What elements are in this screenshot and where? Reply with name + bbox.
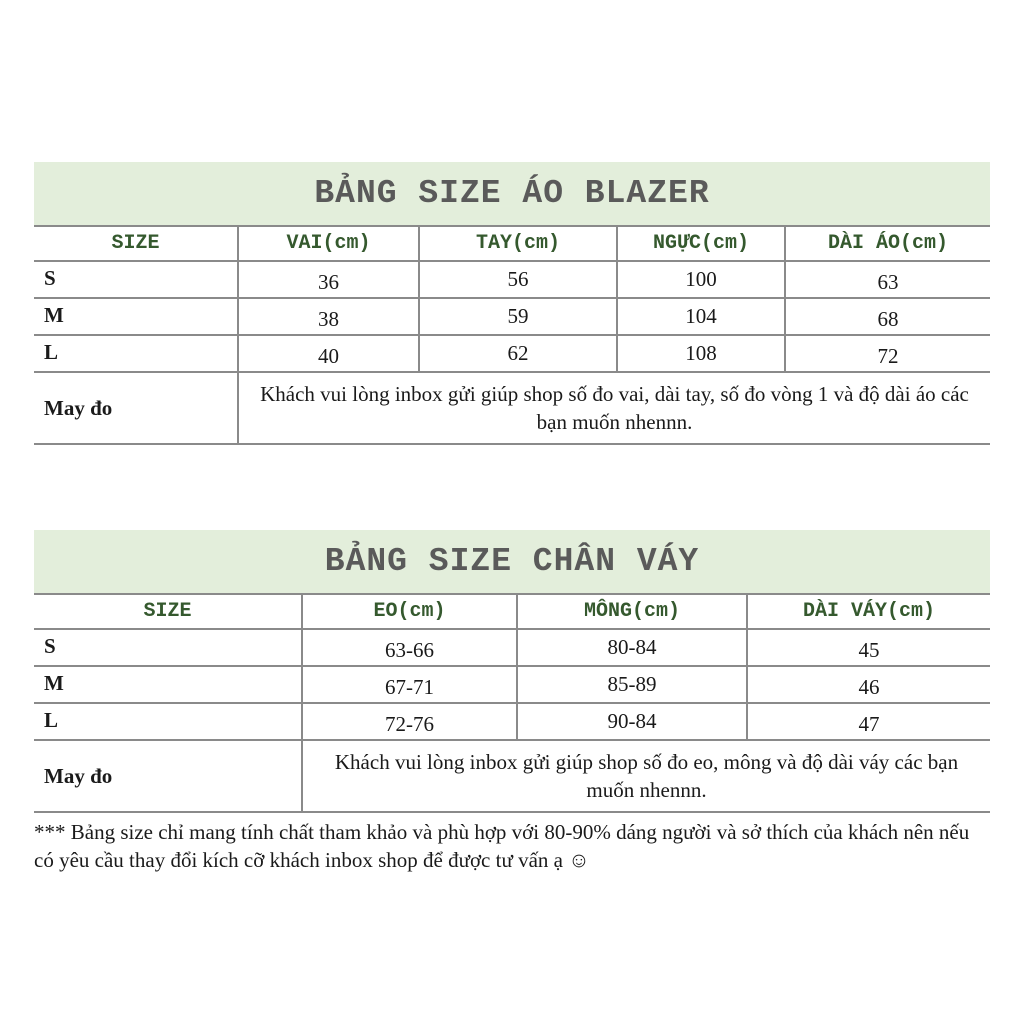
custom-tailoring-label: May đo [34, 741, 303, 811]
mong-value: 80-84 [518, 630, 748, 665]
dai-ao-value: 72 [877, 344, 899, 368]
column-header-size: SIZE [34, 227, 239, 260]
mong-value: 85-89 [518, 667, 748, 702]
dai-ao-value: 68 [877, 307, 899, 331]
vai-value: 36 [239, 262, 420, 297]
custom-tailoring-note: Khách vui lòng inbox gửi giúp shop số đo eo, mông và độ dài váy các bạn muốn nhennn. [334, 750, 959, 802]
size-label: S [34, 262, 239, 297]
column-header-eo: EO(cm) [303, 595, 518, 628]
size-label: M [34, 299, 239, 334]
mong-value: 90-84 [518, 704, 748, 739]
blazer-header-row [34, 227, 990, 262]
nguc-value: 108 [618, 336, 786, 371]
blazer-table-title-band [34, 162, 990, 227]
column-header-dai-vay: DÀI VÁY(cm) [802, 600, 936, 623]
dai-vay-value: 45 [858, 638, 880, 662]
size-label: M [34, 667, 303, 702]
blazer-table-title: BẢNG SIZE ÁO BLAZER [314, 175, 710, 212]
vai-value: 38 [239, 299, 420, 334]
tay-value: 59 [420, 299, 618, 334]
dai-ao-value: 63 [877, 270, 899, 294]
eo-value: 72-76 [303, 704, 518, 739]
tay-value: 62 [420, 336, 618, 371]
column-header-tay: TAY(cm) [420, 227, 618, 260]
size-label: L [34, 704, 303, 739]
table-row [34, 299, 990, 336]
blazer-size-table [34, 162, 990, 445]
eo-value: 63-66 [303, 630, 518, 665]
custom-tailoring-note: Khách vui lòng inbox gửi giúp shop số đo vai, dài tay, số đo vòng 1 và độ dài áo các bạn muốn nhennn. [260, 382, 969, 434]
vai-value: 40 [239, 336, 420, 371]
column-header-mong: MÔNG(cm) [518, 595, 748, 628]
skirt-header-row [34, 595, 990, 630]
column-header-size: SIZE [34, 595, 303, 628]
dai-vay-value: 47 [858, 712, 880, 736]
custom-tailoring-row [34, 741, 990, 813]
dai-vay-value: 46 [858, 675, 880, 699]
table-row [34, 704, 990, 741]
custom-tailoring-label: May đo [34, 373, 239, 443]
skirt-size-table [34, 530, 990, 813]
table-row [34, 667, 990, 704]
column-header-dai-ao: DÀI ÁO(cm) [827, 232, 949, 255]
size-label: S [34, 630, 303, 665]
eo-value: 67-71 [303, 667, 518, 702]
table-row [34, 262, 990, 299]
custom-tailoring-row [34, 373, 990, 445]
skirt-table-title: BẢNG SIZE CHÂN VÁY [324, 543, 700, 580]
skirt-table-title-band [34, 530, 990, 595]
nguc-value: 100 [618, 262, 786, 297]
nguc-value: 104 [618, 299, 786, 334]
table-row [34, 630, 990, 667]
column-header-nguc: NGỰC(cm) [618, 227, 786, 260]
column-header-vai: VAI(cm) [239, 227, 420, 260]
tay-value: 56 [420, 262, 618, 297]
size-label: L [34, 336, 239, 371]
table-row [34, 336, 990, 373]
size-chart-footnote: *** Bảng size chỉ mang tính chất tham khảo và phù hợp với 80-90% dáng người và sở thích của khách nên nếu có yêu cầu thay đổi kích cỡ khách inbox shop để được tư vấn ạ ☺ [34, 820, 970, 872]
